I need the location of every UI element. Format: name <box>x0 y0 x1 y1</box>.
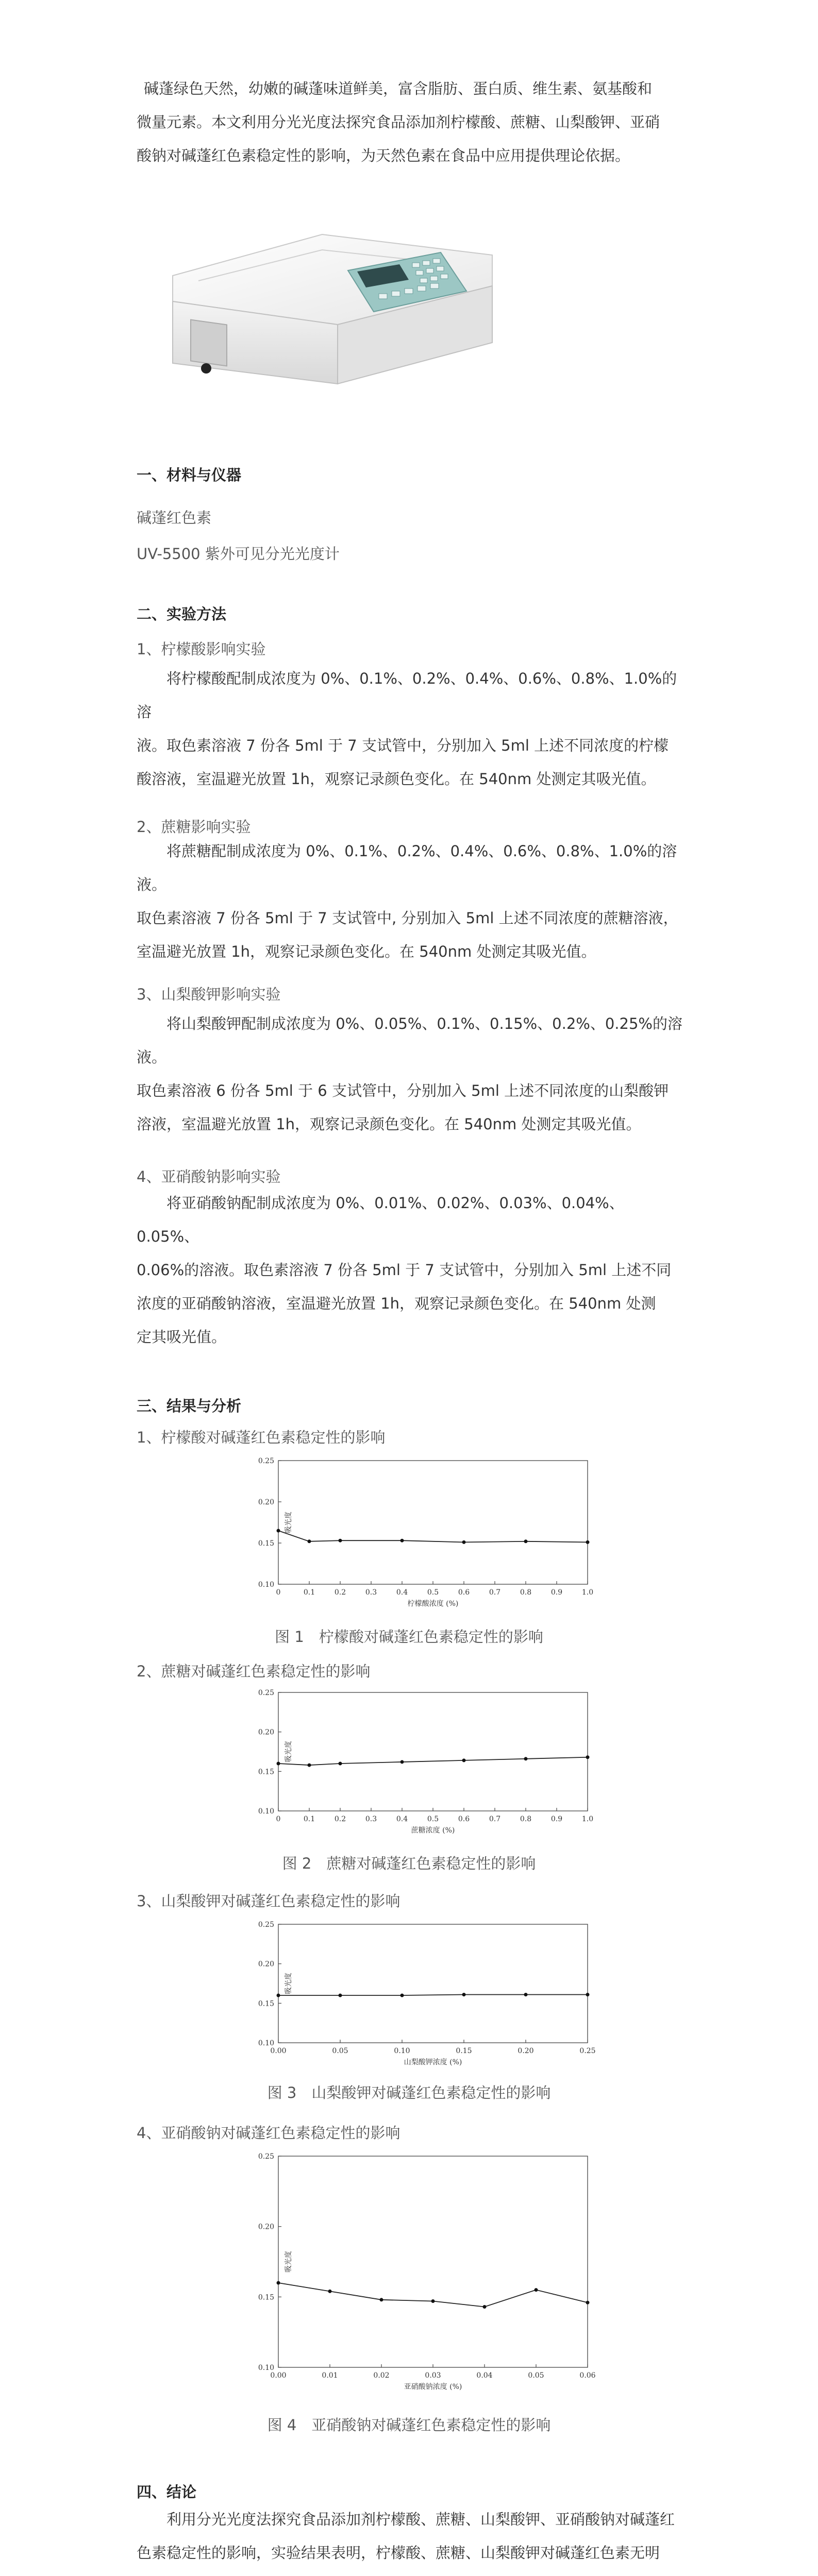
paragraph-line: 将山梨酸钾配制成浓度为 0%、0.05%、0.1%、0.15%、0.2%、0.25%的溶液。 <box>137 1015 682 1066</box>
y-axis-label: 吸光度 <box>285 1512 293 1533</box>
data-point <box>535 2288 538 2292</box>
series-line <box>278 1994 588 1995</box>
x-axis-label: 柠檬酸浓度 (%) <box>407 1600 459 1608</box>
x-tick-label: 0.15 <box>456 2047 472 2055</box>
data-point <box>524 1757 528 1760</box>
paragraph-line: 将亚硝酸钠配制成浓度为 0%、0.01%、0.02%、0.03%、0.04%、0.05%、 <box>137 1194 624 1245</box>
x-tick-label: 0.1 <box>303 1815 315 1823</box>
x-tick-label: 0.01 <box>322 2371 338 2380</box>
x-tick-label: 0.4 <box>396 1588 408 1597</box>
x-tick-label: 0.9 <box>550 1588 563 1597</box>
section-title-methods: 二、实验方法 <box>137 605 227 623</box>
paragraph-line: 0.06%的溶液。取色素溶液 7 份各 5ml 于 7 支试管中，分别加入 5ml 上述不同 <box>137 1261 672 1279</box>
y-tick-label: 0.20 <box>258 1960 274 1969</box>
x-axis-label: 山梨酸钾浓度 (%) <box>404 2058 462 2066</box>
paragraph-line: 将蔗糖配制成浓度为 0%、0.1%、0.2%、0.4%、0.6%、0.8%、1.0%的溶液。 <box>137 842 677 893</box>
data-point <box>339 1762 342 1766</box>
method-paragraph-sucrose <box>137 835 683 969</box>
data-point <box>277 2281 280 2285</box>
y-tick-label: 0.15 <box>258 1768 274 1776</box>
series-line <box>278 1757 588 1765</box>
intro-line: 微量元素。本文利用分光光度法探究食品添加剂柠檬酸、蔗糖、山梨酸钾、亚硝 <box>137 113 660 131</box>
y-tick-label: 0.25 <box>258 1457 274 1465</box>
y-tick-label: 0.10 <box>258 2039 274 2047</box>
data-point <box>431 2299 435 2303</box>
paragraph-line <box>137 2570 683 2576</box>
x-tick-label: 0.3 <box>365 1815 377 1823</box>
method-title-citric: 1、柠檬酸影响实验 <box>137 640 266 658</box>
paragraph-line: 取色素溶液 7 份各 5ml 于 7 支试管中, 分别加入 5ml 上述不同浓度的蔗糖溶液， <box>137 909 678 927</box>
result-title-sorbate: 3、山梨酸钾对碱蓬红色素稳定性的影响 <box>137 1892 400 1910</box>
x-tick-label: 0.03 <box>425 2371 441 2380</box>
figure-caption-1: 图 1 柠檬酸对碱蓬红色素稳定性的影响 <box>275 1628 543 1646</box>
method-paragraph-sorbate <box>137 1007 683 1141</box>
paragraph-line: 液。取色素溶液 7 份各 5ml 于 7 支试管中，分别加入 5ml 上述不同浓度的柠檬 <box>137 737 669 754</box>
paragraph-line: 色素稳定性的影响，实验结果表明，柠檬酸、蔗糖、山梨酸钾对碱蓬红色素无明 <box>137 2544 660 2562</box>
result-title-nitrite: 4、亚硝酸钠对碱蓬红色素稳定性的影响 <box>137 2124 400 2142</box>
x-tick-label: 0.4 <box>396 1815 408 1823</box>
x-tick-label: 0.3 <box>365 1588 377 1597</box>
x-tick-label: 1.0 <box>581 1588 594 1597</box>
paragraph-line: 取色素溶液 6 份各 5ml 于 6 支试管中，分别加入 5ml 上述不同浓度的山梨酸钾 <box>137 1082 669 1099</box>
data-point <box>586 1993 590 1996</box>
x-tick-label: 0.00 <box>270 2047 287 2055</box>
figure-caption-3: 图 3 山梨酸钾对碱蓬红色素稳定性的影响 <box>267 2084 551 2102</box>
figure-caption-2: 图 2 蔗糖对碱蓬红色素稳定性的影响 <box>282 1855 536 1872</box>
spectrophotometer-image <box>152 214 513 394</box>
x-tick-label: 0.5 <box>427 1815 439 1823</box>
x-tick-label: 0.2 <box>334 1588 346 1597</box>
x-tick-label: 0.7 <box>489 1588 501 1597</box>
x-tick-label: 0.8 <box>520 1588 532 1597</box>
data-point <box>524 1993 528 1996</box>
x-tick-label: 0.05 <box>332 2047 348 2055</box>
x-tick-label: 0.05 <box>528 2371 544 2380</box>
data-point <box>277 1994 280 1997</box>
chart-nitrite <box>237 2148 598 2396</box>
chart-sucrose <box>237 1685 598 1839</box>
plot-frame <box>278 1924 588 2043</box>
y-axis-label: 吸光度 <box>285 2251 293 2273</box>
instrument-item: UV-5500 紫外可见分光光度计 <box>137 545 340 563</box>
data-point <box>400 1539 404 1543</box>
x-tick-label: 0.20 <box>517 2047 534 2055</box>
x-tick-label: 0.04 <box>476 2371 493 2380</box>
plot-frame <box>278 2156 588 2367</box>
y-tick-label: 0.25 <box>258 1921 274 1929</box>
method-title-nitrite: 4、亚硝酸钠影响实验 <box>137 1168 281 1185</box>
data-point <box>400 1994 404 1997</box>
x-tick-label: 0.06 <box>579 2371 596 2380</box>
paragraph-line: 定其吸光值。 <box>137 1328 227 1346</box>
x-tick-label: 0.8 <box>520 1815 532 1823</box>
chart-citric <box>237 1453 598 1613</box>
data-point <box>277 1529 280 1533</box>
y-tick-label: 0.25 <box>258 2153 274 2161</box>
paragraph-line: 浓度的亚硝酸钠溶液，室温避光放置 1h，观察记录颜色变化。在 540nm 处测 <box>137 1295 656 1312</box>
y-tick-label: 0.20 <box>258 1498 274 1506</box>
x-axis-label: 蔗糖浓度 (%) <box>411 1826 455 1835</box>
plot-frame <box>278 1461 588 1584</box>
result-title-sucrose: 2、蔗糖对碱蓬红色素稳定性的影响 <box>137 1663 371 1680</box>
paragraph-line: 利用分光光度法探究食品添加剂柠檬酸、蔗糖、山梨酸钾、亚硝酸钠对碱蓬红 <box>166 2511 675 2528</box>
series-line <box>278 2283 588 2307</box>
data-point <box>586 2301 590 2304</box>
method-title-sucrose: 2、蔗糖影响实验 <box>137 818 251 836</box>
figure-caption-4: 图 4 亚硝酸钠对碱蓬红色素稳定性的影响 <box>267 2416 551 2434</box>
x-tick-label: 0.2 <box>334 1815 346 1823</box>
x-tick-label: 0.02 <box>373 2371 390 2380</box>
paragraph-line: 室温避光放置 1h，观察记录颜色变化。在 540nm 处测定其吸光值。 <box>137 943 596 960</box>
paragraph-line: 酸溶液，室温避光放置 1h，观察记录颜色变化。在 540nm 处测定其吸光值。 <box>137 770 656 788</box>
paragraph-line: 将柠檬酸配制成浓度为 0%、0.1%、0.2%、0.4%、0.6%、0.8%、1.0%的溶 <box>137 670 677 721</box>
y-tick-label: 0.20 <box>258 2223 274 2231</box>
intro-line: 酸钠对碱蓬红色素稳定性的影响，为天然色素在食品中应用提供理论依据。 <box>137 147 630 164</box>
data-point <box>483 2305 487 2309</box>
data-point <box>277 1762 280 1766</box>
data-point <box>380 2298 383 2301</box>
method-paragraph-citric <box>137 662 683 796</box>
x-tick-label: 0.10 <box>394 2047 410 2055</box>
material-item: 碱蓬红色素 <box>137 509 212 527</box>
data-point <box>400 1760 404 1764</box>
x-tick-label: 0.25 <box>579 2047 596 2055</box>
paragraph-line: 溶液，室温避光放置 1h，观察记录颜色变化。在 540nm 处测定其吸光值。 <box>137 1115 641 1133</box>
method-paragraph-nitrite <box>137 1187 683 1354</box>
data-point <box>328 2290 332 2293</box>
x-tick-label: 0.6 <box>458 1588 470 1597</box>
data-point <box>462 1993 466 1996</box>
y-tick-label: 0.15 <box>258 1539 274 1548</box>
x-tick-label: 0 <box>276 1815 281 1823</box>
data-point <box>524 1539 528 1543</box>
conclusion-paragraph <box>137 2503 683 2576</box>
y-axis-label: 吸光度 <box>285 1741 293 1762</box>
data-point <box>308 1764 311 1767</box>
section-title-conclusion: 四、结论 <box>137 2483 197 2501</box>
method-title-sorbate: 3、山梨酸钾影响实验 <box>137 986 281 1003</box>
x-tick-label: 0.5 <box>427 1588 439 1597</box>
result-title-citric: 1、柠檬酸对碱蓬红色素稳定性的影响 <box>137 1429 386 1446</box>
y-tick-label: 0.25 <box>258 1689 274 1697</box>
data-point <box>462 1540 466 1544</box>
y-tick-label: 0.20 <box>258 1728 274 1737</box>
x-tick-label: 0.6 <box>458 1815 470 1823</box>
section-title-materials: 一、材料与仪器 <box>137 466 242 484</box>
data-point <box>339 1539 342 1543</box>
y-tick-label: 0.15 <box>258 2293 274 2302</box>
x-tick-label: 0.1 <box>303 1588 315 1597</box>
x-tick-label: 0.00 <box>270 2371 287 2380</box>
x-tick-label: 0.7 <box>489 1815 501 1823</box>
chart-sorbate <box>237 1917 598 2071</box>
x-axis-label: 亚硝酸钠浓度 (%) <box>404 2383 462 2391</box>
y-tick-label: 0.10 <box>258 2364 274 2372</box>
data-point <box>586 1755 590 1759</box>
data-point <box>339 1994 342 1997</box>
data-point <box>308 1539 311 1543</box>
data-point <box>586 1540 590 1544</box>
plot-frame <box>278 1692 588 1811</box>
y-tick-label: 0.10 <box>258 1581 274 1589</box>
intro-line: 碱蓬绿色天然，幼嫩的碱蓬味道鲜美，富含脂肪、蛋白质、维生素、氨基酸和 <box>144 80 653 97</box>
data-point <box>462 1758 466 1762</box>
intro-paragraph <box>137 72 683 173</box>
y-tick-label: 0.15 <box>258 1999 274 2008</box>
section-title-results: 三、结果与分析 <box>137 1397 242 1415</box>
x-tick-label: 1.0 <box>581 1815 594 1823</box>
x-tick-label: 0 <box>276 1588 281 1597</box>
x-tick-label: 0.9 <box>550 1815 563 1823</box>
y-tick-label: 0.10 <box>258 1807 274 1816</box>
series-line <box>278 1531 588 1542</box>
y-axis-label: 吸光度 <box>285 1973 293 1994</box>
